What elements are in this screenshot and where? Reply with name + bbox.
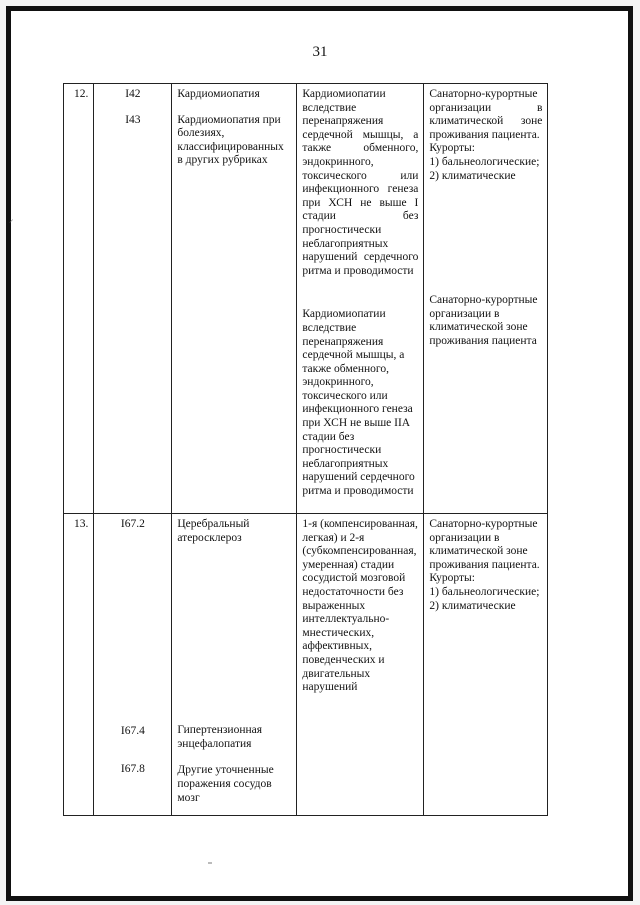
row-number: 12. [64, 84, 94, 514]
condition-description: Кардиомиопатии вследствие перенапряжения сердечной мышцы, а также обменного, эндокринного, токсического или инфекционного генеза при ХСН не выше I стадии без прогностически неблагоприятных нарушений сердечного ритма и проводимости [302, 88, 419, 277]
disease-table [63, 83, 548, 816]
row-number: 13. [64, 514, 94, 816]
disease-names-cell [172, 514, 297, 816]
table-row [64, 514, 548, 816]
disease-name: Другие уточненные поражения сосудов мозг [177, 764, 274, 804]
disease-name: Кардиомиопатия при болезиях, классифицированных в других рубриках [177, 113, 284, 167]
resort-item: 1) бальнеологические; [429, 585, 540, 598]
icd-code: I42 [125, 88, 141, 100]
recommendation-text: Санаторно-курортные организации в климатической зоне проживания пациента. [429, 88, 543, 141]
condition-description: 1-я (компенсированная, легкая) и 2-я (субкомпенсированная, умеренная) стадии сосудистой мозговой недостаточности без выраженных интеллектуально-мнестических, аффективных, поведенческих и двигательных нарушений [302, 518, 418, 694]
icd-codes-cell [94, 84, 172, 514]
icd-code: I67.8 [120, 763, 145, 776]
disease-name: Гипертензионная энцефалопатия [177, 724, 263, 750]
condition-descriptions-cell [297, 514, 424, 816]
recommendation-text: Санаторно-курортные организации в климатической зоне проживания пациента [429, 294, 538, 347]
resorts-label: Курорты: [429, 142, 475, 155]
resort-item: 2) климатические [429, 599, 516, 612]
icd-code: I43 [125, 113, 141, 126]
recommendations-cell [424, 514, 548, 816]
icd-code: I67.2 [120, 518, 145, 530]
condition-descriptions-cell [297, 84, 424, 514]
resort-item: 2) климатические [429, 169, 516, 182]
margin-tick-mark: ⸝ [9, 214, 14, 224]
resorts-label: Курорты: [429, 572, 475, 585]
disease-name: Церебральный атеросклероз [177, 518, 250, 544]
disease-names-cell [172, 84, 297, 514]
table-row [64, 84, 548, 514]
scan-dot-mark [208, 862, 212, 864]
condition-description: Кардиомиопатии вследствие перенапряжения сердечной мышцы, а также обменного, эндокринного, токсического или инфекционного генеза при ХСН не выше IIА стадии без прогностически неблагоприятных нарушений сердечного ритма и проводимости [302, 308, 415, 498]
recommendations-cell [424, 84, 548, 514]
resort-item: 1) бальнеологические; [429, 155, 540, 168]
disease-name: Кардиомиопатия [177, 88, 260, 100]
recommendation-text: Санаторно-курортные организации в климатической зоне проживания пациента. [429, 518, 540, 571]
icd-code: I67.4 [120, 724, 145, 737]
icd-codes-cell [94, 514, 172, 816]
page-number: 31 [312, 44, 328, 60]
